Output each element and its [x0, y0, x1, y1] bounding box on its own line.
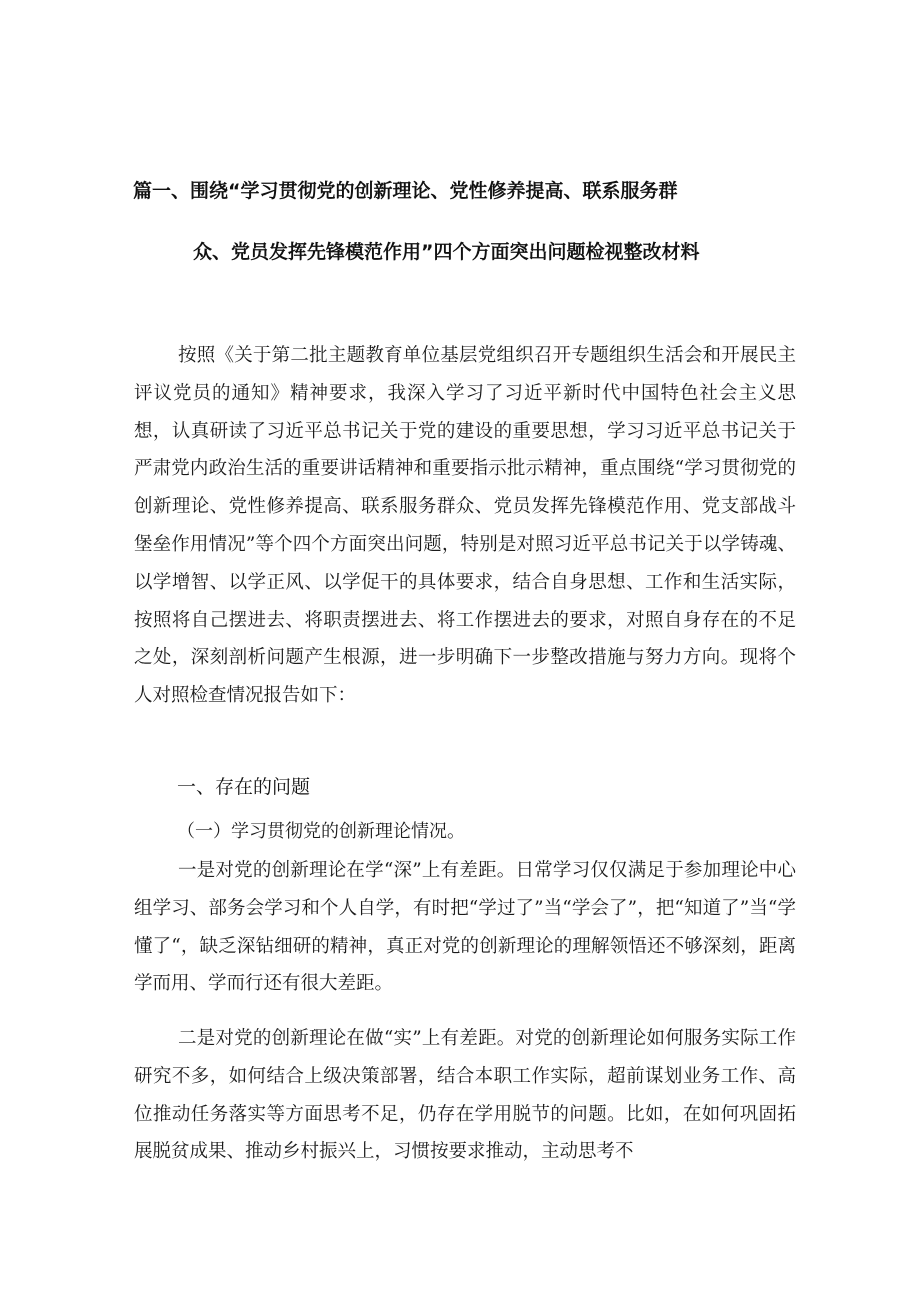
section-heading: 一、存在的问题 — [177, 776, 311, 798]
document-title-line-1: 篇一、围绕“学习贯彻党的创新理论、党性修养提高、联系服务群 — [133, 180, 678, 202]
subsection-heading: （一）学习贯彻党的创新理论情况。 — [177, 821, 465, 842]
document-title-line-2: 众、党员发挥先锋模范作用”四个方面突出问题检视整改材料 — [193, 241, 700, 263]
intro-paragraph: 按照《关于第二批主题教育单位基层党组织召开专题组织生活会和开展民主评议党员的通知》精神要求，我深入学习了习近平新时代中国特色社会主义思想，认真研读了习近平总书记关于党的建设的重要思想，学习习近平总书记关于严肃党内政治生活的重要讲话精神和重要指示批示精神，重点围绕“学习贯彻党的创新理论、党性修养提高、联系服务群众、党员发挥先锋模范作用、党支部战斗堡垒作用情况”等个四个方面突出问题，特别是对照习近平总书记关于以学铸魂、以学增智、以学正风、以学促干的具体要求，结合自身思想、工作和生活实际，按照将自己摆进去、将职责摆进去、将工作摆进去的要求，对照自身存在的不足之处，深刻剖析问题产生根源，进一步明确下一步整改措施与努力方向。现将个人对照检查情况报告如下： — [134, 345, 796, 707]
body-paragraph-1: 一是对党的创新理论在学“深”上有差距。日常学习仅仅满足于参加理论中心组学习、部务会学习和个人自学，有时把“学过了”当“学会了”，把“知道了”当“学懂了“，缺乏深钻细研的精神，真正对党的创新理论的理解领悟还不够深刻，距离学而用、学而行还有很大差距。 — [134, 860, 796, 995]
body-paragraph-2: 二是对党的创新理论在做“实”上有差距。对党的创新理论如何服务实际工作研究不多，如何结合上级决策部署，结合本职工作实际，超前谋划业务工作、高位推动任务落实等方面思考不足，仍存在学用脱节的问题。比如，在如何巩固拓展脱贫成果、推动乡村振兴上，习惯按要求推动，主动思考不 — [134, 1028, 796, 1163]
